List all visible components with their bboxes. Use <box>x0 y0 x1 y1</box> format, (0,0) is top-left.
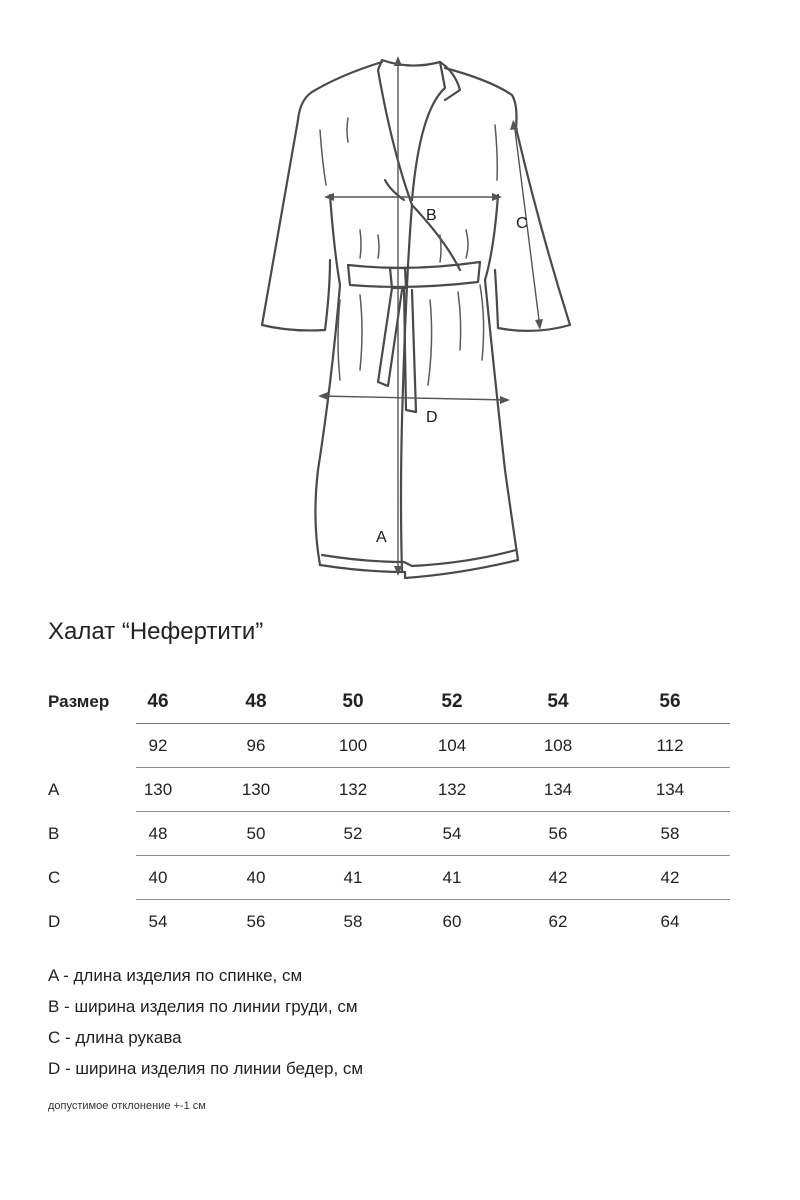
robe-left-sleeve <box>262 120 330 330</box>
table-cell: 92 <box>148 736 168 755</box>
size-header-label: Размер <box>48 692 110 711</box>
tolerance-note: допустимое отклонение +-1 см <box>48 1100 206 1112</box>
row-label: C <box>48 868 61 887</box>
measure-line-d <box>320 396 508 400</box>
table-cell: 52 <box>343 824 363 843</box>
legend-item-a: A - длина изделия по спинке, см <box>48 966 303 985</box>
product-title: Халат “Нефертити” <box>48 618 264 645</box>
table-row <box>40 768 730 812</box>
legend-item-b: B - ширина изделия по линии груди, см <box>48 997 358 1016</box>
measure-a-arrow-top <box>394 56 402 66</box>
table-cell: 58 <box>660 824 680 843</box>
robe-hem <box>320 560 518 578</box>
table-row <box>40 900 730 944</box>
table-cell: 132 <box>437 780 467 799</box>
size-54: 54 <box>547 691 569 712</box>
table-cell: 130 <box>143 780 173 799</box>
measure-label-d: D <box>426 409 438 426</box>
row-label: A <box>48 780 60 799</box>
table-cell: 130 <box>241 780 271 799</box>
legend-item-c: C - длина рукава <box>48 1028 182 1047</box>
table-cell: 56 <box>246 912 266 931</box>
table-cell: 108 <box>543 736 573 755</box>
table-cell: 41 <box>442 868 462 887</box>
measure-label-c: C <box>516 215 528 232</box>
size-table <box>40 680 730 944</box>
measure-d-arrow-left <box>318 392 328 400</box>
table-cell: 54 <box>442 824 462 843</box>
table-row <box>40 812 730 856</box>
legend-item-d: D - ширина изделия по линии бедер, см <box>48 1059 364 1078</box>
robe-right-sleeve <box>495 128 570 331</box>
table-cell: 40 <box>246 868 266 887</box>
table-cell: 58 <box>343 912 363 931</box>
size-48: 48 <box>245 691 267 712</box>
table-row <box>40 856 730 900</box>
robe-right-side <box>485 195 518 560</box>
table-cell: 132 <box>338 780 368 799</box>
table-cell: 48 <box>148 824 168 843</box>
size-52: 52 <box>441 691 463 712</box>
table-cell: 64 <box>660 912 680 931</box>
size-56: 56 <box>659 691 681 712</box>
table-cell: 134 <box>543 780 573 799</box>
table-cell: 104 <box>437 736 467 755</box>
table-cell: 56 <box>548 824 568 843</box>
measure-label-a: A <box>376 529 387 546</box>
robe-left-side <box>315 195 340 565</box>
table-header-row <box>40 680 730 724</box>
measurement-legend <box>48 960 363 1084</box>
measure-label-b: B <box>426 207 437 224</box>
table-cell: 42 <box>548 868 568 887</box>
robe-left-shoulder <box>298 62 382 120</box>
measure-d-arrow-right <box>500 396 510 404</box>
table-cell: 54 <box>148 912 168 931</box>
table-cell: 60 <box>442 912 462 931</box>
table-cell: 134 <box>655 780 685 799</box>
measure-b-arrow-left <box>324 193 334 201</box>
table-row <box>40 724 730 768</box>
row-label: B <box>48 824 60 843</box>
table-cell: 96 <box>246 736 266 755</box>
table-cell: 42 <box>660 868 680 887</box>
table-cell: 41 <box>343 868 363 887</box>
row-label: D <box>48 912 61 931</box>
size-46: 46 <box>147 691 169 712</box>
size-50: 50 <box>342 691 364 712</box>
table-cell: 40 <box>148 868 168 887</box>
measure-c-arrow-bottom <box>535 319 543 330</box>
robe-collar <box>382 60 445 200</box>
table-cell: 100 <box>338 736 368 755</box>
table-cell: 62 <box>548 912 568 931</box>
table-cell: 112 <box>656 736 684 755</box>
table-cell: 50 <box>246 824 266 843</box>
robe-belt <box>348 262 480 287</box>
